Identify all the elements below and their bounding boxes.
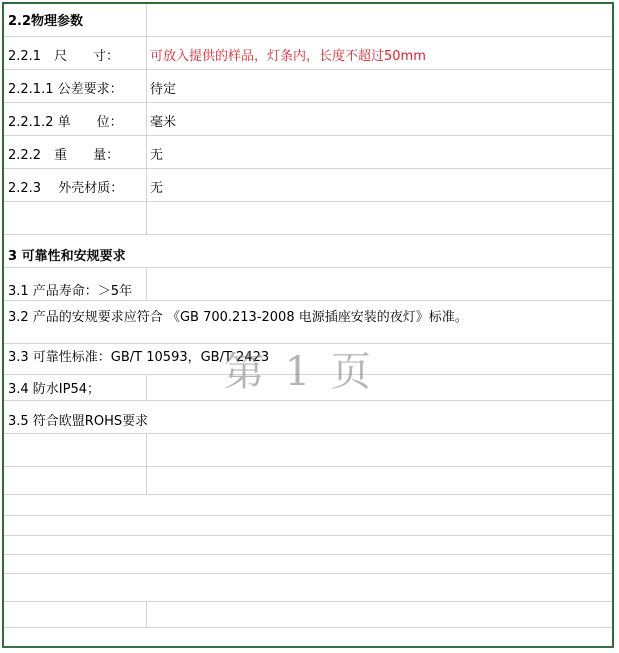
requirement-row [4, 401, 612, 434]
param-row [4, 37, 612, 70]
param-row [4, 70, 612, 103]
cell-a [4, 202, 147, 234]
param-label: 2.2.3 外壳材质： [8, 181, 124, 196]
param-label: 2.2.1.2 单 位： [8, 115, 123, 130]
requirement-text: 3.2 产品的安规要求应符合 《GB 700.213-2008 电源插座安装的夜灯》标准。 [8, 310, 468, 325]
empty-row [4, 602, 612, 628]
param-label: 2.2.1 尺 寸： [8, 49, 120, 64]
param-row [4, 136, 612, 169]
empty-row [4, 467, 612, 495]
heading-row-3 [4, 235, 612, 268]
cell-a [4, 602, 147, 627]
heading-row-2-2 [4, 4, 612, 37]
requirement-text: 3.1 产品寿命：＞5年 [8, 284, 133, 299]
empty-row [4, 536, 612, 555]
param-row [4, 169, 612, 202]
param-label: 2.2.2 重 量： [8, 148, 120, 163]
spreadsheet-page [2, 2, 614, 648]
cell-a [4, 467, 147, 494]
empty-row [4, 516, 612, 536]
empty-row [4, 628, 612, 648]
requirement-text: 3.4 防水IP54； [8, 382, 101, 397]
param-value: 待定 [150, 82, 177, 97]
param-value: 可放入提供的样品，灯条内，长度不超过50mm [150, 49, 426, 64]
empty-row [4, 202, 612, 235]
requirement-text: 3.5 符合欧盟ROHS要求 [8, 414, 149, 429]
page-watermark: 第 1 页 [224, 349, 375, 395]
param-value: 无 [150, 181, 164, 196]
param-row [4, 103, 612, 136]
requirement-row [4, 301, 612, 344]
requirement-text: 3.3 可靠性标准：GB/T 10593，GB/T 2423 [8, 350, 270, 365]
empty-row [4, 495, 612, 516]
param-value: 毫米 [150, 115, 177, 130]
cell-a [4, 434, 147, 466]
section-heading: 2.2物理参数 [8, 14, 84, 29]
param-label: 2.2.1.1 公差要求： [8, 82, 123, 97]
empty-row [4, 434, 612, 467]
empty-row [4, 555, 612, 574]
empty-row [4, 574, 612, 602]
param-value: 无 [150, 148, 164, 163]
requirement-row [4, 268, 612, 301]
section-heading: 3 可靠性和安规要求 [8, 249, 126, 264]
